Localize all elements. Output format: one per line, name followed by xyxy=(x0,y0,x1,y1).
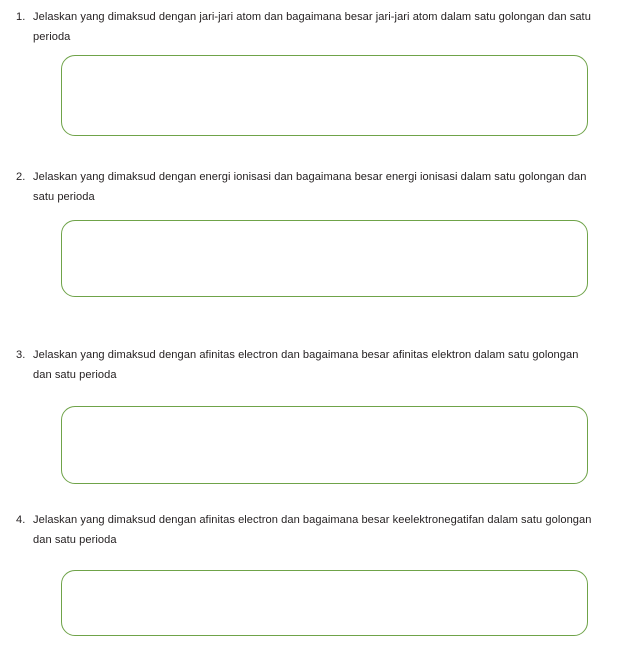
question-body-2: Jelaskan yang dimaksud dengan energi ionisasi dan bagaimana besar energi ionisasi dalam satu golongan dan satu perioda xyxy=(33,171,587,203)
question-text-1 xyxy=(0,7,633,47)
question-block-2 xyxy=(0,167,633,207)
question-block-3 xyxy=(0,345,633,385)
question-text-3 xyxy=(0,345,633,385)
answer-box-3[interactable] xyxy=(61,406,588,484)
question-block-4 xyxy=(0,510,633,550)
question-block-1 xyxy=(0,7,633,47)
question-number-3: 3. xyxy=(16,349,26,361)
question-number-2: 2. xyxy=(16,171,26,183)
question-text-4 xyxy=(0,510,633,550)
question-number-4: 4. xyxy=(16,514,26,526)
question-body-1: Jelaskan yang dimaksud dengan jari-jari atom dan bagaimana besar jari-jari atom dalam satu golongan dan satu perioda xyxy=(33,11,591,43)
answer-box-2[interactable] xyxy=(61,220,588,297)
question-body-3: Jelaskan yang dimaksud dengan afinitas electron dan bagaimana besar afinitas elektron dalam satu golongan dan satu perioda xyxy=(33,349,579,381)
question-number-1: 1. xyxy=(16,11,26,23)
answer-box-4[interactable] xyxy=(61,570,588,636)
question-body-4: Jelaskan yang dimaksud dengan afinitas electron dan bagaimana besar keelektronegatifan dalam satu golongan dan satu perioda xyxy=(33,514,592,546)
answer-box-1[interactable] xyxy=(61,55,588,136)
question-text-2 xyxy=(0,167,633,207)
